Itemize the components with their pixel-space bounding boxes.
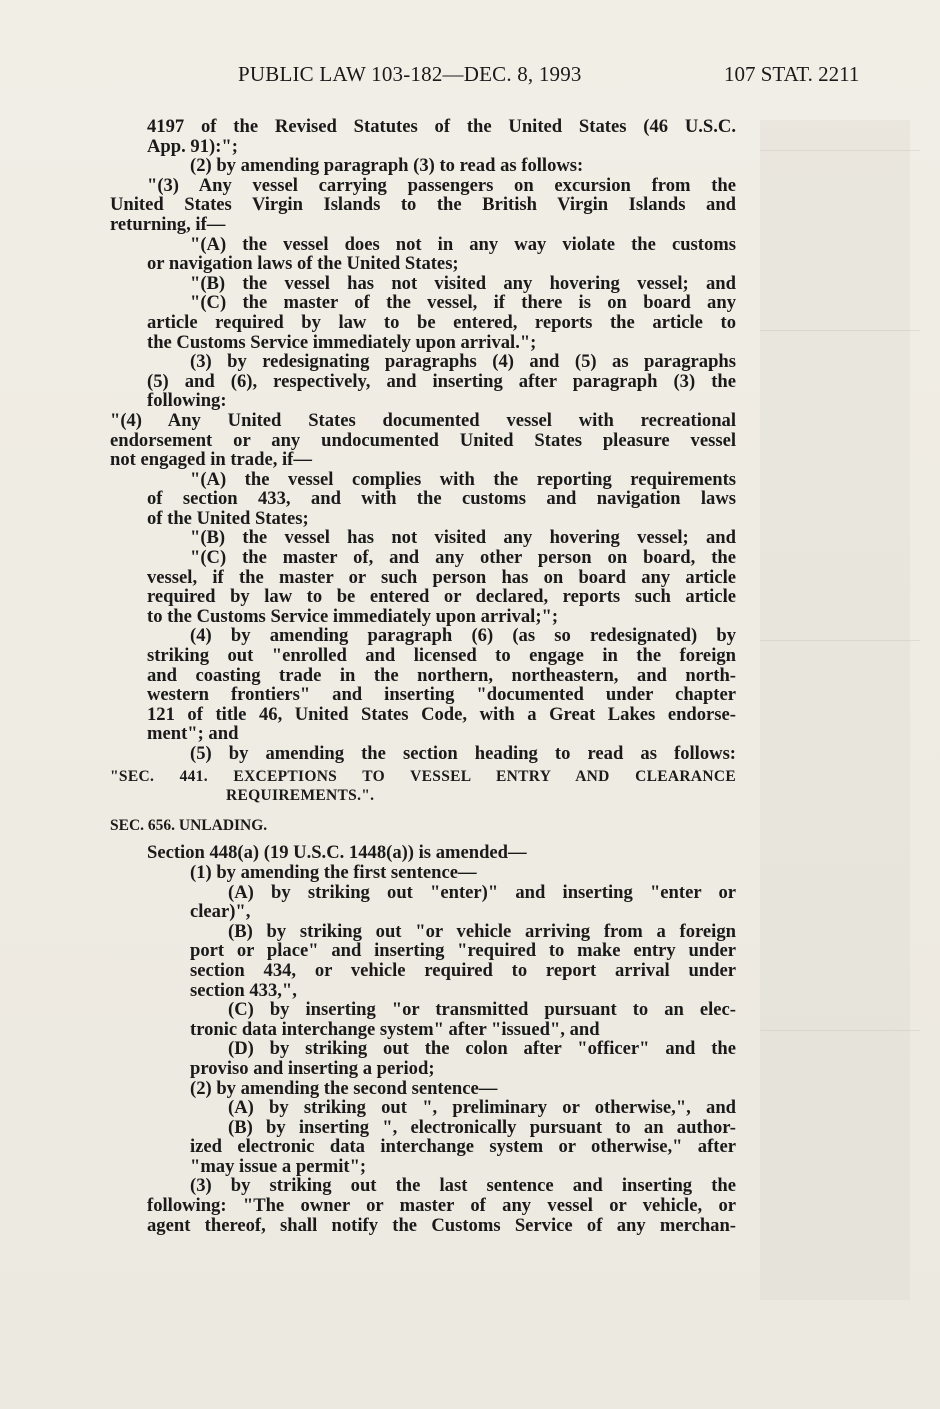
text-line: proviso and inserting a period; bbox=[190, 1057, 435, 1079]
section-656-heading: SEC. 656. UNLADING. bbox=[110, 816, 268, 834]
ghost-line bbox=[760, 640, 920, 641]
text-line: (C) by inserting "or transmitted pursuant to an elec- bbox=[228, 999, 736, 1021]
text-line: (A) by striking out "enter)" and inserting "enter or bbox=[228, 881, 736, 903]
text-line: "(C) the master of the vessel, if there is on board any bbox=[190, 292, 736, 314]
text-line: ized electronic data interchange system or otherwise," after bbox=[190, 1136, 736, 1158]
text-line: 121 of title 46, United States Code, with a Great Lakes endorse- bbox=[147, 703, 736, 725]
text-line: striking out "enrolled and licensed to engage in the foreign bbox=[147, 645, 736, 667]
text-line: (B) by inserting ", electronically pursuant to an author- bbox=[228, 1116, 736, 1138]
text-line: (4) by amending paragraph (6) (as so redesignated) by bbox=[190, 625, 736, 647]
text-line: "(3) Any vessel carrying passengers on excursion from the bbox=[147, 174, 736, 196]
text-line: (2) by amending paragraph (3) to read as follows: bbox=[190, 155, 584, 177]
text-line: clear)", bbox=[190, 901, 251, 923]
text-line: of section 433, and with the customs and navigation laws bbox=[147, 488, 736, 510]
margin-smudge bbox=[760, 120, 910, 1300]
text-line: to the Customs Service immediately upon arrival;"; bbox=[147, 605, 559, 627]
text-line: section 434, or vehicle required to report arrival under bbox=[190, 959, 736, 981]
text-line: required by law to be entered or declared, reports such article bbox=[147, 586, 736, 608]
running-header bbox=[0, 62, 940, 92]
body-text bbox=[110, 117, 736, 1235]
text-line: United States Virgin Islands to the British Virgin Islands and bbox=[110, 194, 736, 216]
page-title: PUBLIC LAW 103-182—DEC. 8, 1993 bbox=[238, 62, 582, 86]
stat-citation: 107 STAT. 2211 bbox=[724, 62, 860, 86]
text-line: endorsement or any undocumented United States pleasure vessel bbox=[110, 429, 736, 451]
section-441-heading: "SEC. 441. EXCEPTIONS TO VESSEL ENTRY AND CLEARANCE bbox=[110, 767, 736, 785]
text-line: (D) by striking out the colon after "officer" and the bbox=[228, 1038, 736, 1060]
ghost-line bbox=[760, 150, 920, 151]
section-441-heading-cont: REQUIREMENTS.". bbox=[226, 787, 375, 805]
text-line: of the United States; bbox=[147, 507, 309, 529]
text-line: (3) by redesignating paragraphs (4) and (5) as paragraphs bbox=[190, 351, 736, 373]
text-line: (1) by amending the first sentence— bbox=[190, 861, 477, 883]
text-line: western frontiers" and inserting "documented under chapter bbox=[147, 684, 736, 706]
ghost-line bbox=[760, 1030, 920, 1031]
text-line: not engaged in trade, if— bbox=[110, 449, 312, 471]
text-line: "(C) the master of, and any other person on board, the bbox=[190, 547, 736, 569]
text-line: vessel, if the master or such person has on board any article bbox=[147, 566, 736, 588]
ghost-line bbox=[760, 330, 920, 331]
text-line: or navigation laws of the United States; bbox=[147, 253, 459, 275]
text-line: Section 448(a) (19 U.S.C. 1448(a)) is amended— bbox=[147, 842, 527, 864]
text-line: (5) by amending the section heading to read as follows: bbox=[190, 743, 736, 764]
text-line: "(A) the vessel complies with the reporting requirements bbox=[190, 468, 736, 490]
text-line: ment"; and bbox=[147, 723, 239, 745]
text-line: (2) by amending the second sentence— bbox=[190, 1077, 498, 1099]
text-line: "(A) the vessel does not in any way violate the customs bbox=[190, 233, 736, 255]
text-line: following: bbox=[147, 390, 227, 412]
text-line: 4197 of the Revised Statutes of the United States (46 U.S.C. bbox=[147, 116, 736, 137]
text-line: App. 91):"; bbox=[147, 135, 238, 157]
text-line: "(B) the vessel has not visited any hovering vessel; and bbox=[190, 527, 736, 549]
text-line: returning, if— bbox=[110, 213, 226, 235]
text-line: (5) and (6), respectively, and inserting after paragraph (3) the bbox=[147, 370, 736, 392]
text-line: agent thereof, shall notify the Customs Service of any merchan- bbox=[147, 1214, 736, 1236]
text-line: "may issue a permit"; bbox=[190, 1155, 367, 1177]
text-line: "(B) the vessel has not visited any hovering vessel; and bbox=[190, 272, 736, 294]
text-line: "(4) Any United States documented vessel with recreational bbox=[110, 409, 736, 431]
text-line: port or place" and inserting "required to make entry under bbox=[190, 940, 736, 962]
text-line: section 433,", bbox=[190, 979, 297, 1001]
text-line: article required by law to be entered, reports the article to bbox=[147, 311, 736, 333]
text-line: (3) by striking out the last sentence and inserting the bbox=[190, 1175, 736, 1197]
text-line: the Customs Service immediately upon arrival."; bbox=[147, 331, 537, 353]
text-line: and coasting trade in the northern, northeastern, and north- bbox=[147, 664, 736, 686]
text-line: following: "The owner or master of any vessel or vehicle, or bbox=[147, 1195, 736, 1217]
text-line: tronic data interchange system" after "issued", and bbox=[190, 1018, 600, 1040]
text-line: (A) by striking out ", preliminary or otherwise,", and bbox=[228, 1097, 736, 1119]
text-line: (B) by striking out "or vehicle arriving from a foreign bbox=[228, 920, 736, 942]
